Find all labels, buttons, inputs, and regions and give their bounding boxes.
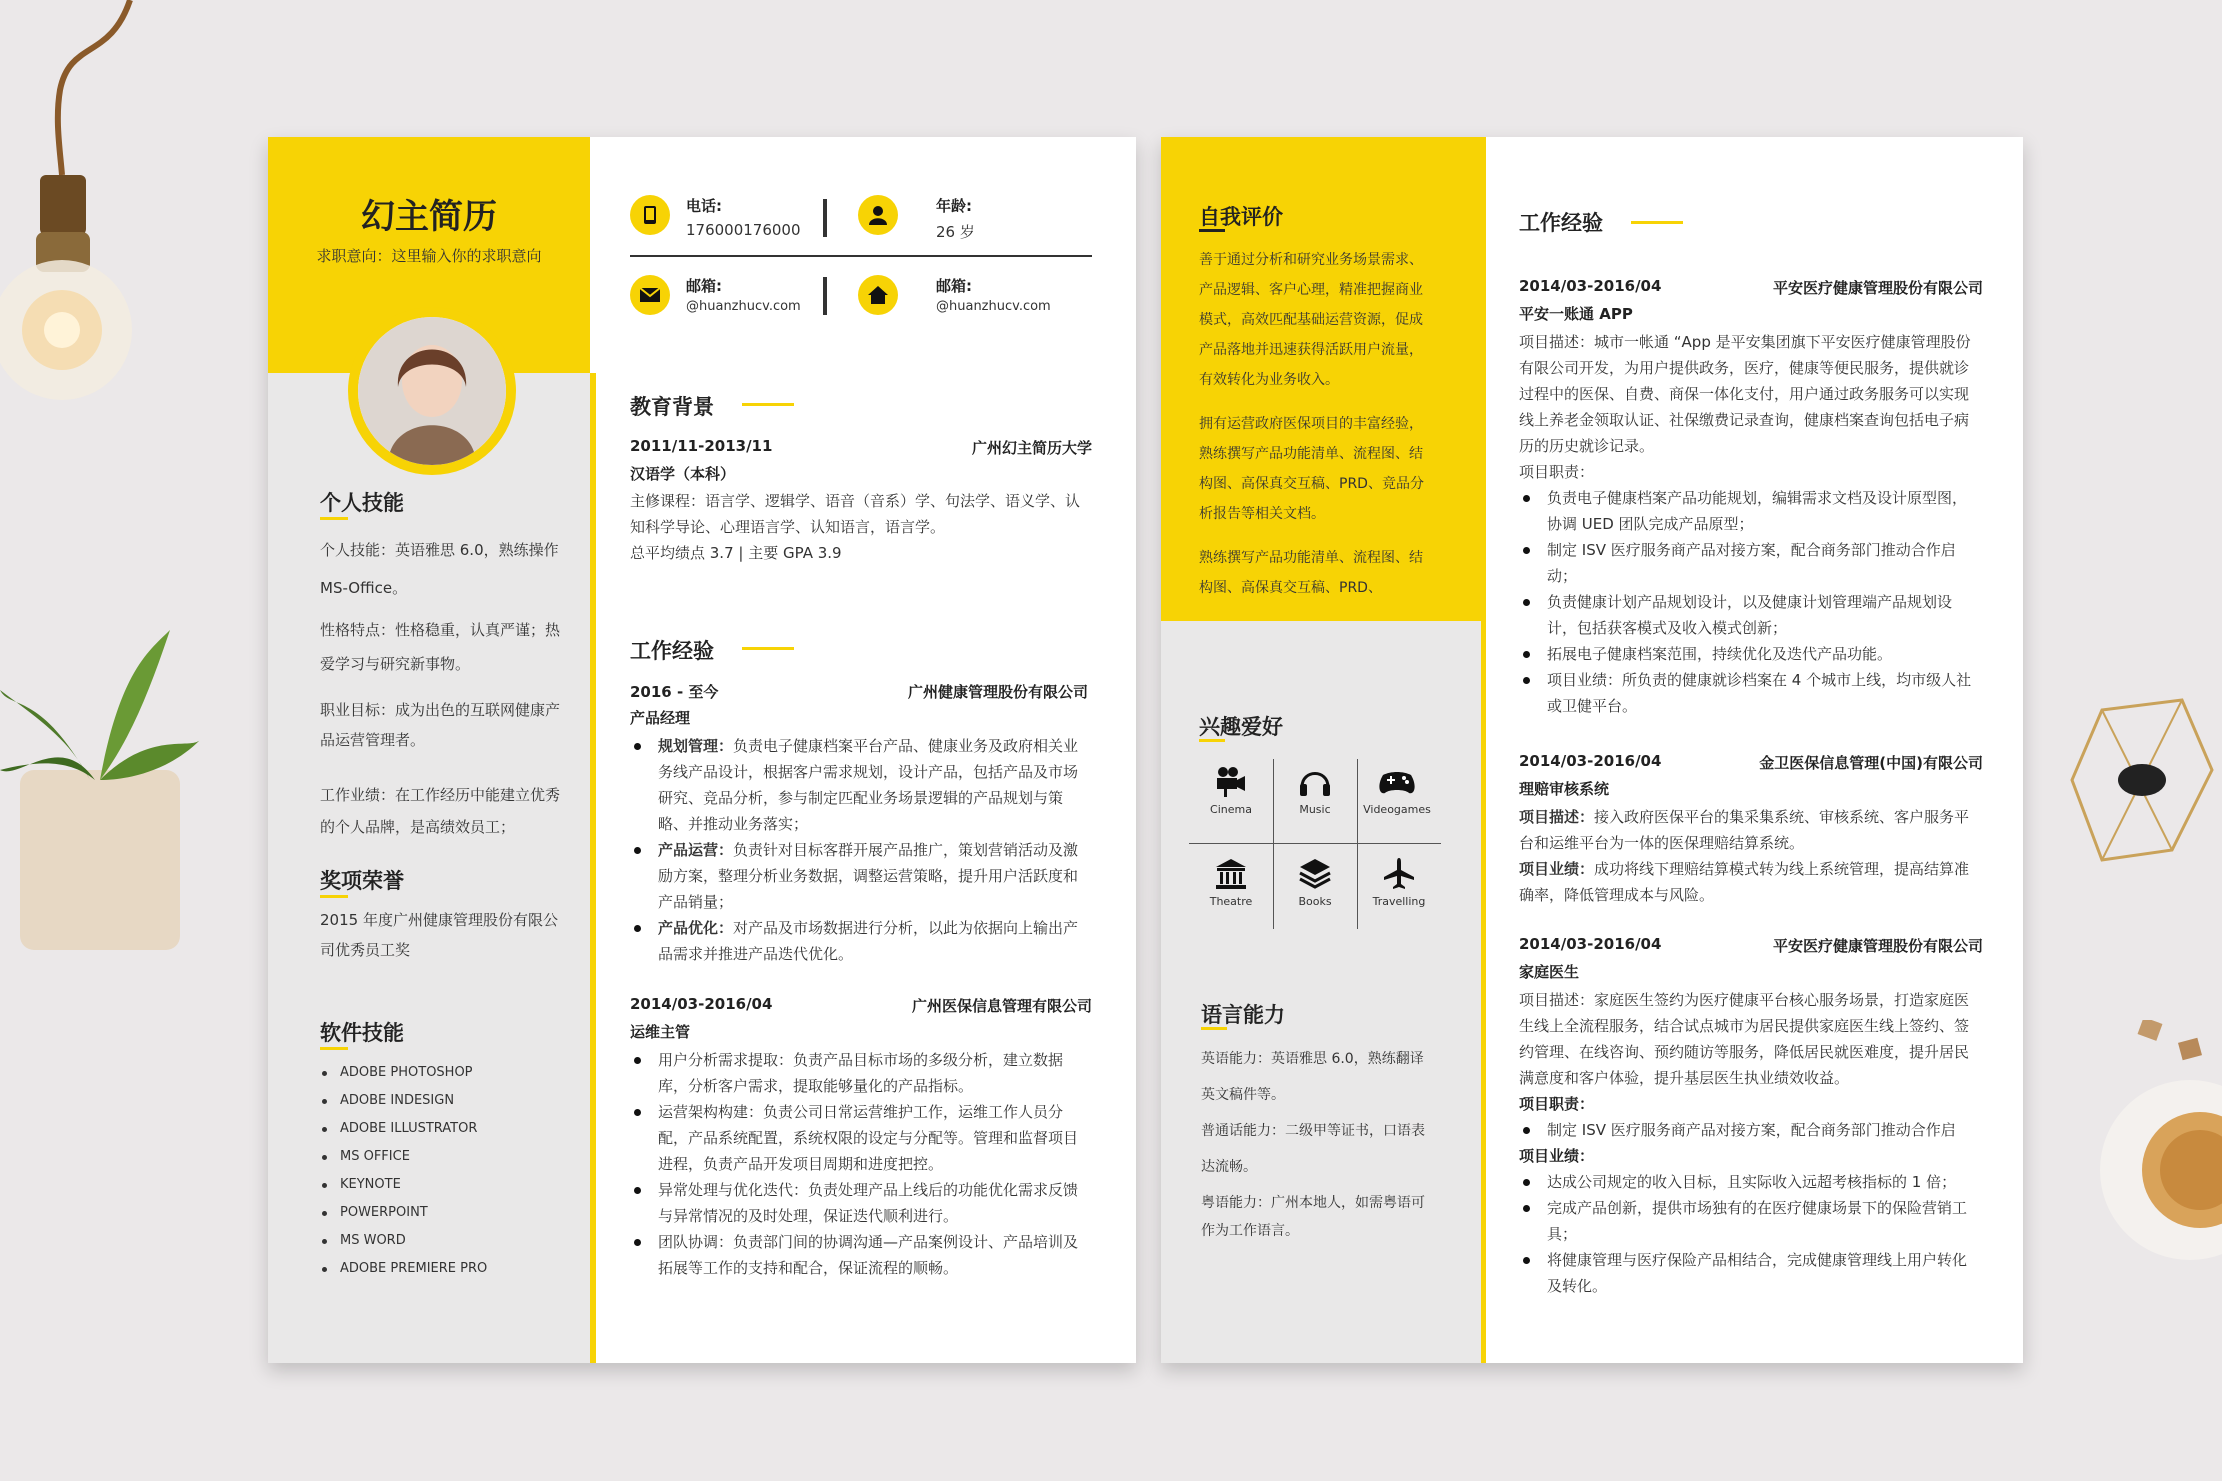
job2-bullets: [630, 1047, 1100, 1281]
resume-name: 幻主简历: [361, 197, 497, 237]
education-details: [630, 488, 1100, 566]
language-title: 语言能力: [1201, 1003, 1285, 1027]
desc-line: 确率，降低管理成本与风险。: [1519, 886, 1715, 904]
hobby-books: [1275, 857, 1355, 908]
p2-job3-duty: [1519, 1117, 1989, 1143]
duty-label: 项目职责：: [1519, 1095, 1595, 1113]
language-line: 粤语能力：广州本地人，如需粤语可: [1201, 1195, 1425, 1211]
education-major: 汉语学（本科）: [630, 465, 736, 483]
skills-line: 职业目标：成为出色的互联网健康产: [320, 701, 561, 719]
hobby-label: Theatre: [1209, 895, 1253, 908]
language-line: 英文稿件等。: [1201, 1087, 1285, 1103]
job1-bullet: 产品运营：负责针对目标客群开展产品推广，策划营销活动及激 励方案，整理分析业务数据，调整运营策略，提升用户活跃度和 产品销量；: [630, 837, 1100, 915]
pendant-lamp-decoration: [0, 0, 260, 520]
self-eval-line: 模式，高效匹配基础运营资源，促成: [1199, 312, 1423, 328]
desc-line: 生线上全流程服务，结合试点城市为居民提供家庭医生线上签约、签: [1519, 1017, 1970, 1035]
self-eval-line: 构图、高保真交互稿、PRD、: [1199, 580, 1382, 596]
p2-job3-date: 2014/03-2016/04: [1519, 935, 1662, 953]
p2-job1-date: 2014/03-2016/04: [1519, 277, 1662, 295]
self-eval-line: 熟练撰写产品功能清单、流程图、结: [1199, 550, 1423, 566]
email-label: 邮箱:: [686, 277, 722, 295]
contact-divider: [823, 277, 827, 315]
software-item: POWERPOINT: [320, 1199, 580, 1227]
self-eval-line: 构图、高保真交互稿、PRD、竞品分: [1199, 476, 1424, 492]
desc-line: 台和运维平台为一体的医保理赔结算系统。: [1519, 834, 1805, 852]
avatar: [348, 307, 516, 475]
self-eval-line: 拥有运营政府医保项目的丰富经验，: [1199, 416, 1423, 432]
desc-line: 过程中的医保、自费、商保一体化支付，用户通过政务服务可以实现: [1519, 385, 1970, 403]
software-item: ADOBE ILLUSTRATOR: [320, 1115, 580, 1143]
perf-bullet: 完成产品创新，提供市场独有的在医疗健康场景下的保险营销工 具；: [1519, 1195, 1989, 1247]
skills-list: [320, 531, 580, 843]
hobby-label: Music: [1299, 803, 1331, 816]
p2-job2-project: 理赔审核系统: [1519, 780, 1610, 798]
desc-line: 项目描述：城市一帐通 “App 是平安集团旗下平安医疗健康管理股份: [1519, 333, 1971, 351]
software-list: [320, 1059, 580, 1283]
p2-job2-desc: 项目描述：接入政府医保平台的集采集系统、审核系统、客户服务平 台和运维平台为一体的医保理赔结算系统。 项目业绩：成功将线下理赔结算模式转为线上系统管理，提高结算准 确率，降低管理成本与风险。: [1519, 804, 1989, 908]
self-eval-line: 析报告等相关文档。: [1199, 506, 1325, 522]
education-title: 教育背景: [630, 395, 714, 419]
hobby-videogames: [1357, 765, 1437, 816]
desc-line: 有限公司开发，为用户提供政务，医疗，健康等便民服务，提供就诊: [1519, 359, 1970, 377]
hobbies-grid: [1189, 759, 1453, 939]
gamepad-icon: [1377, 765, 1417, 799]
hobbies-title: 兴趣爱好: [1199, 715, 1283, 739]
software-item: MS WORD: [320, 1227, 580, 1255]
job1-bullet: 规划管理：负责电子健康档案平台产品、健康业务及政府相关业 务线产品设计，根据客户需求规划，设计产品，包括产品及市场 研究、竞品分析，参与制定匹配业务场景逻辑的产品规划与策 略、并推动业务落实；: [630, 733, 1100, 837]
skills-line: 性格特点：性格稳重，认真严谨；热: [320, 621, 561, 639]
duty-bullet: 制定 ISV 医疗服务商产品对接方案，配合商务部门推动合作启 动；: [1519, 537, 1989, 589]
software-title: 软件技能: [320, 1021, 404, 1045]
p2-job2-date: 2014/03-2016/04: [1519, 752, 1662, 770]
self-eval-title: 自我评价: [1199, 205, 1283, 229]
p2-job3-company: 平安医疗健康管理股份有限公司: [1772, 937, 1983, 955]
duty-label: 项目职责：: [1519, 463, 1595, 481]
hobby-theatre: [1191, 857, 1271, 908]
job1-company: 广州健康管理股份有限公司: [907, 683, 1088, 701]
p2-job2-company: 金卫医保信息管理(中国)有限公司: [1759, 754, 1983, 772]
job2-date: 2014/03-2016/04: [630, 995, 773, 1013]
p2-job1-company: 平安医疗健康管理股份有限公司: [1772, 279, 1983, 297]
books-stack-icon: [1298, 857, 1332, 891]
headphones-icon: [1298, 765, 1332, 799]
resume-page-2: [1161, 137, 2023, 1363]
desc-line: 项目描述：家庭医生签约为医疗健康平台核心服务场景，打造家庭医: [1519, 991, 1970, 1009]
person-icon: [858, 195, 898, 235]
desc-line: 约管理、在线咨询、预约随访等服务，降低居民就医难度，提升居民: [1519, 1043, 1970, 1061]
self-eval-line: 产品落地并迅速获得活跃用户流量，: [1199, 342, 1423, 358]
p2-job3-desc: [1519, 987, 1989, 1117]
desc-line: 历的历史就诊记录。: [1519, 437, 1655, 455]
phone-label: 电话:: [686, 197, 722, 215]
language-text: [1201, 1041, 1471, 1245]
duty-bullet: 拓展电子健康档案范围，持续优化及迭代产品功能。: [1519, 641, 1989, 667]
awards-text: [320, 905, 580, 965]
geometric-candle-decoration: [2062, 690, 2222, 890]
language-line: 达流畅。: [1201, 1159, 1257, 1175]
job1-bullet: 产品优化：对产品及市场数据进行分析，以此为依据向上输出产 品需求并推进产品迭代优化。: [630, 915, 1100, 967]
desc-line: 满意度和客户体验，提升基层医生执业绩效收益。: [1519, 1069, 1850, 1087]
home-value: @huanzhucv.com: [936, 299, 1051, 314]
contact-divider: [823, 199, 827, 237]
skills-line: 爱学习与研究新事物。: [320, 655, 471, 673]
home-label: 邮箱:: [936, 277, 972, 295]
p2-job1-desc: [1519, 329, 1989, 485]
coffee-cup-decoration: [2080, 1020, 2222, 1260]
skills-line: MS-Office。: [320, 579, 408, 597]
skills-line: 个人技能：英语雅思 6.0，熟练操作: [320, 541, 559, 559]
job1-date: 2016 - 至今: [630, 683, 719, 701]
software-item: ADOBE INDESIGN: [320, 1087, 580, 1115]
education-line: 总平均绩点 3.7 | 主要 GPA 3.9: [630, 544, 842, 562]
job2-bullet: 运营架构构建：负责公司日常运营维护工作，运维工作人员分 配，产品系统配置，系统权限的设定与分配等。管理和监督项目 进程，负责产品开发项目周期和进度把控。: [630, 1099, 1100, 1177]
self-eval-line: 有效转化为业务收入。: [1199, 372, 1339, 388]
software-item: ADOBE PREMIERE PRO: [320, 1255, 580, 1283]
job2-bullet: 异常处理与优化迭代：负责处理产品上线后的功能优化需求反馈 与异常情况的及时处理，保证迭代顺利进行。: [630, 1177, 1100, 1229]
job1-role: 产品经理: [630, 709, 691, 727]
job1-bullets: [630, 733, 1100, 967]
language-line: 普通话能力：二级甲等证书，口语表: [1201, 1123, 1425, 1139]
movie-camera-icon: [1214, 765, 1248, 799]
duty-bullet: 项目业绩：所负责的健康就诊档案在 4 个城市上线，均市级人社 或卫健平台。: [1519, 667, 1989, 719]
job2-bullet: 团队协调：负责部门间的协调沟通—产品案例设计、产品培训及 拓展等工作的支持和配合，保证流程的顺畅。: [630, 1229, 1100, 1281]
portrait-photo-icon: [358, 317, 506, 465]
contact-separator: [630, 255, 1092, 257]
awards-title: 奖项荣誉: [320, 869, 404, 893]
education-line: 知科学导论、心理语言学、认知语言，语言学。: [630, 518, 946, 536]
job2-role: 运维主管: [630, 1023, 691, 1041]
age-value: 26 岁: [936, 223, 975, 241]
software-item: KEYNOTE: [320, 1171, 580, 1199]
mail-icon: [630, 275, 670, 315]
hobby-travelling: [1359, 857, 1439, 908]
hobby-label: Travelling: [1372, 895, 1426, 908]
education-line: 主修课程：语言学、逻辑学、语音（音系）学、句法学、语义学、认: [630, 492, 1081, 510]
resume-page-1: [268, 137, 1136, 1363]
duty-bullet: 制定 ISV 医疗服务商产品对接方案，配合商务部门推动合作启: [1519, 1117, 1989, 1143]
potted-plant-decoration: [0, 630, 200, 960]
skills-line: 的个人品牌，是高绩效员工；: [320, 818, 516, 836]
software-item: MS OFFICE: [320, 1143, 580, 1171]
job2-bullet: 用户分析需求提取：负责产品目标市场的多级分析，建立数据 库，分析客户需求，提取能够量化的产品指标。: [630, 1047, 1100, 1099]
job-intent: 求职意向：这里输入你的求职意向: [316, 247, 542, 265]
self-eval-line: 产品逻辑、客户心理，精准把握商业: [1199, 282, 1423, 298]
perf-bullet: 达成公司规定的收入目标，且实际收入远超考核指标的 1 倍；: [1519, 1169, 1989, 1195]
sidebar-yellow-edge: [1481, 621, 1486, 1363]
self-eval-line: 善于通过分析和研究业务场景需求、: [1199, 252, 1423, 268]
phone-value: 176000176000: [686, 221, 801, 239]
perf-bullet: 将健康管理与医疗保险产品相结合，完成健康管理线上用户转化 及转化。: [1519, 1247, 1989, 1299]
phone-icon: [630, 195, 670, 235]
theatre-building-icon: [1214, 857, 1248, 891]
duty-bullet: 负责电子健康档案产品功能规划，编辑需求文档及设计原型图， 协调 UED 团队完成产品原型；: [1519, 485, 1989, 537]
skills-title: 个人技能: [320, 491, 404, 515]
home-icon: [858, 275, 898, 315]
sidebar-yellow-edge: [590, 373, 596, 1363]
work-title-2: 工作经验: [1519, 211, 1603, 235]
work-title: 工作经验: [630, 639, 714, 663]
age-label: 年龄:: [936, 197, 972, 215]
email-value: @huanzhucv.com: [686, 299, 801, 314]
airplane-icon: [1382, 857, 1416, 891]
hobby-label: Videogames: [1363, 803, 1431, 816]
self-eval-paragraph: [1199, 245, 1469, 603]
p2-job1-bullets: [1519, 485, 1989, 719]
hobby-cinema: [1191, 765, 1271, 816]
p2-job3-perf: [1519, 1169, 1989, 1299]
p2-job1-project: 平安一账通 APP: [1519, 305, 1633, 323]
hobby-music: [1275, 765, 1355, 816]
perf-label: 项目业绩：: [1519, 1147, 1595, 1165]
p2-job3-project: 家庭医生: [1519, 963, 1580, 981]
desc-line: 线上养老金领取认证、社保缴费记录查询，健康档案查询包括电子病: [1519, 411, 1970, 429]
awards-line: 司优秀员工奖: [320, 941, 411, 959]
education-school: 广州幻主简历大学: [971, 439, 1092, 457]
education-date: 2011/11-2013/11: [630, 437, 773, 455]
hobby-label: Cinema: [1210, 803, 1252, 816]
skills-line: 品运营管理者。: [320, 731, 426, 749]
self-eval-line: 熟练撰写产品功能清单、流程图、结: [1199, 446, 1423, 462]
language-line: 作为工作语言。: [1201, 1223, 1299, 1239]
language-line: 英语能力：英语雅思 6.0，熟练翻译: [1201, 1051, 1424, 1067]
awards-line: 2015 年度广州健康管理股份有限公: [320, 911, 558, 929]
skills-line: 工作业绩：在工作经历中能建立优秀: [320, 786, 561, 804]
duty-bullet: 负责健康计划产品规划设计，以及健康计划管理端产品规划设 计，包括获客模式及收入模式创新；: [1519, 589, 1989, 641]
job2-company: 广州医保信息管理有限公司: [911, 997, 1092, 1015]
hobby-label: Books: [1298, 895, 1332, 908]
software-item: ADOBE PHOTOSHOP: [320, 1059, 580, 1087]
